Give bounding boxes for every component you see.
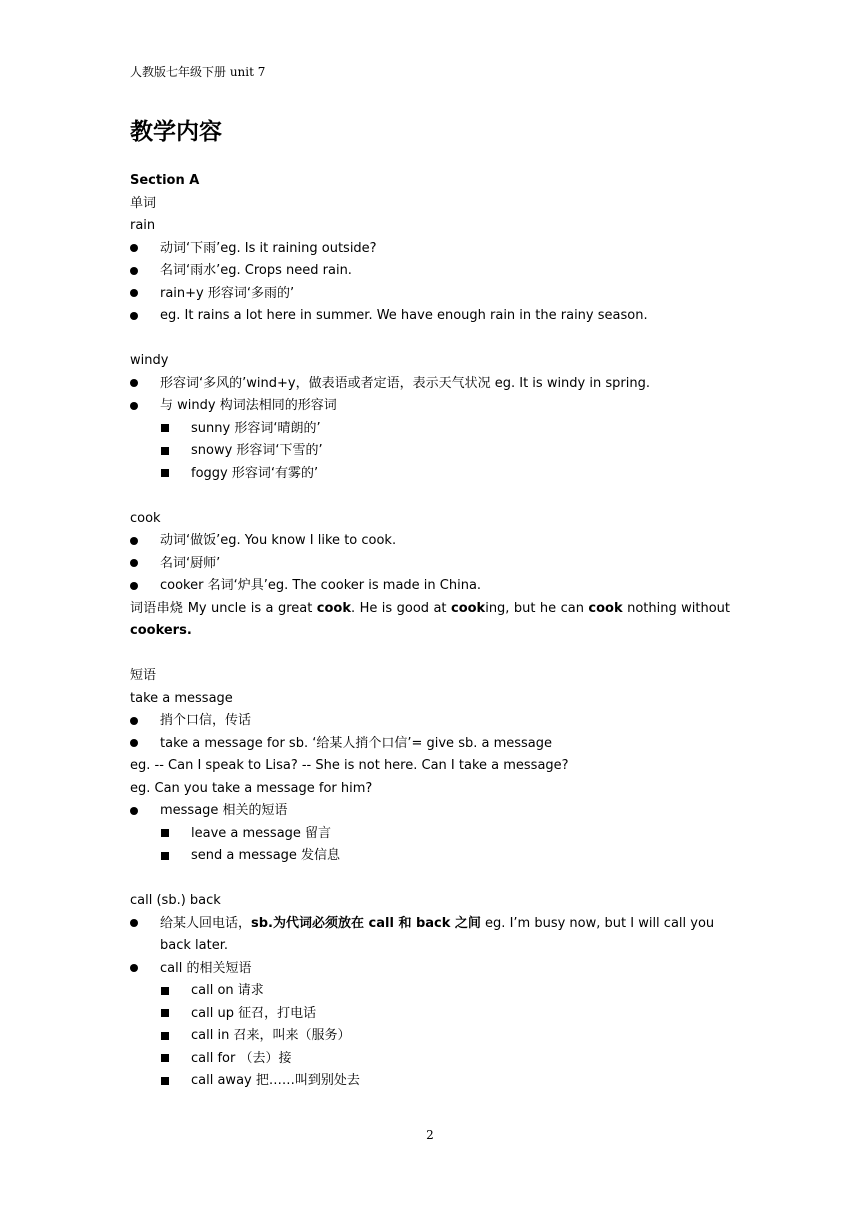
list-item: 形容词‘多风的’wind+y，做表语或者定语，表示天气状况 eg. It is windy in spring. (130, 373, 730, 396)
bullet-dot-icon (130, 919, 138, 927)
list-item: take a message for sb. ‘给某人捎个口信’= give sb. a message (130, 733, 730, 756)
example-line: eg. Can you take a message for him? (130, 780, 373, 796)
bullet-square-icon (161, 447, 169, 455)
sub-list-item: call for （去）接 (130, 1048, 730, 1071)
list-item: 捎个口信，传话 (130, 710, 730, 733)
bullet-square-icon (161, 852, 169, 860)
page-header: 人教版七年级下册 unit 7 (130, 65, 266, 79)
bullet-dot-icon (130, 559, 138, 567)
sub-list-item: call on 请求 (130, 980, 730, 1003)
sub-list-item: send a message 发信息 (130, 845, 730, 868)
bullet-dot-icon (130, 807, 138, 815)
vocab-label: 单词 (130, 195, 157, 211)
bullet-square-icon (161, 1054, 169, 1062)
bullet-dot-icon (130, 289, 138, 297)
list-item: eg. It rains a lot here in summer. We have enough rain in the rainy season. (130, 305, 730, 328)
word-string-continuation: cookers. (130, 623, 192, 638)
phrases-label: 短语 (130, 668, 157, 683)
list-item: 动词‘做饭’eg. You know I like to cook. (130, 530, 730, 553)
list-item: 动词‘下雨’eg. Is it raining outside? (130, 238, 730, 261)
list-item: 名词‘雨水’eg. Crops need rain. (130, 260, 730, 283)
example-line: eg. -- Can I speak to Lisa? -- She is not here. Can I take a message? (130, 758, 569, 773)
bullet-dot-icon (130, 267, 138, 275)
document-body (130, 170, 730, 1093)
list-item: 与 windy 构词法相同的形容词 (130, 395, 730, 418)
page-title: 教学内容 (130, 119, 222, 145)
word-heading: windy (130, 353, 169, 368)
phrase-heading: take a message (130, 690, 233, 706)
bullet-dot-icon (130, 964, 138, 972)
bullet-dot-icon (130, 739, 138, 747)
sub-list-item: call up 征召，打电话 (130, 1003, 730, 1026)
word-string-paragraph: 词语串烧 My uncle is a great cook. He is good at cooking, but he can cook nothing without (130, 600, 731, 616)
list-item: 给某人回电话，sb.为代词必须放在 call 和 back 之间 eg. I’m busy now, but I will call you back later. (130, 913, 730, 958)
list-item: message 相关的短语 (130, 800, 730, 823)
bullet-square-icon (161, 1077, 169, 1085)
bullet-dot-icon (130, 244, 138, 252)
bullet-dot-icon (130, 717, 138, 725)
sub-list-item: call away 把……叫到别处去 (130, 1070, 730, 1093)
page-number: 2 (426, 1128, 434, 1142)
sub-list-item: snowy 形容词‘下雪的’ (130, 440, 730, 463)
sub-list-item: foggy 形容词‘有雾的’ (130, 463, 730, 486)
sub-list-item: leave a message 留言 (130, 823, 730, 846)
bullet-square-icon (161, 469, 169, 477)
bullet-square-icon (161, 1032, 169, 1040)
list-item: rain+y 形容词‘多雨的’ (130, 283, 730, 306)
word-heading: cook (130, 510, 161, 526)
sub-list-item: call in 召来，叫来（服务） (130, 1025, 730, 1048)
word-heading: rain (130, 218, 156, 233)
sub-list-item: sunny 形容词‘晴朗的’ (130, 418, 730, 441)
phrase-heading: call (sb.) back (130, 893, 221, 908)
bullet-square-icon (161, 829, 169, 837)
bullet-dot-icon (130, 537, 138, 545)
bullet-dot-icon (130, 312, 138, 320)
list-item: cooker 名词‘炉具’eg. The cooker is made in China. (130, 575, 730, 598)
list-item: call 的相关短语 (130, 958, 730, 981)
bullet-square-icon (161, 424, 169, 432)
bullet-square-icon (161, 1009, 169, 1017)
bullet-dot-icon (130, 402, 138, 410)
bullet-dot-icon (130, 582, 138, 590)
section-heading: Section A (130, 173, 200, 188)
bullet-dot-icon (130, 379, 138, 387)
list-item: 名词‘厨师’ (130, 553, 730, 576)
bullet-square-icon (161, 987, 169, 995)
